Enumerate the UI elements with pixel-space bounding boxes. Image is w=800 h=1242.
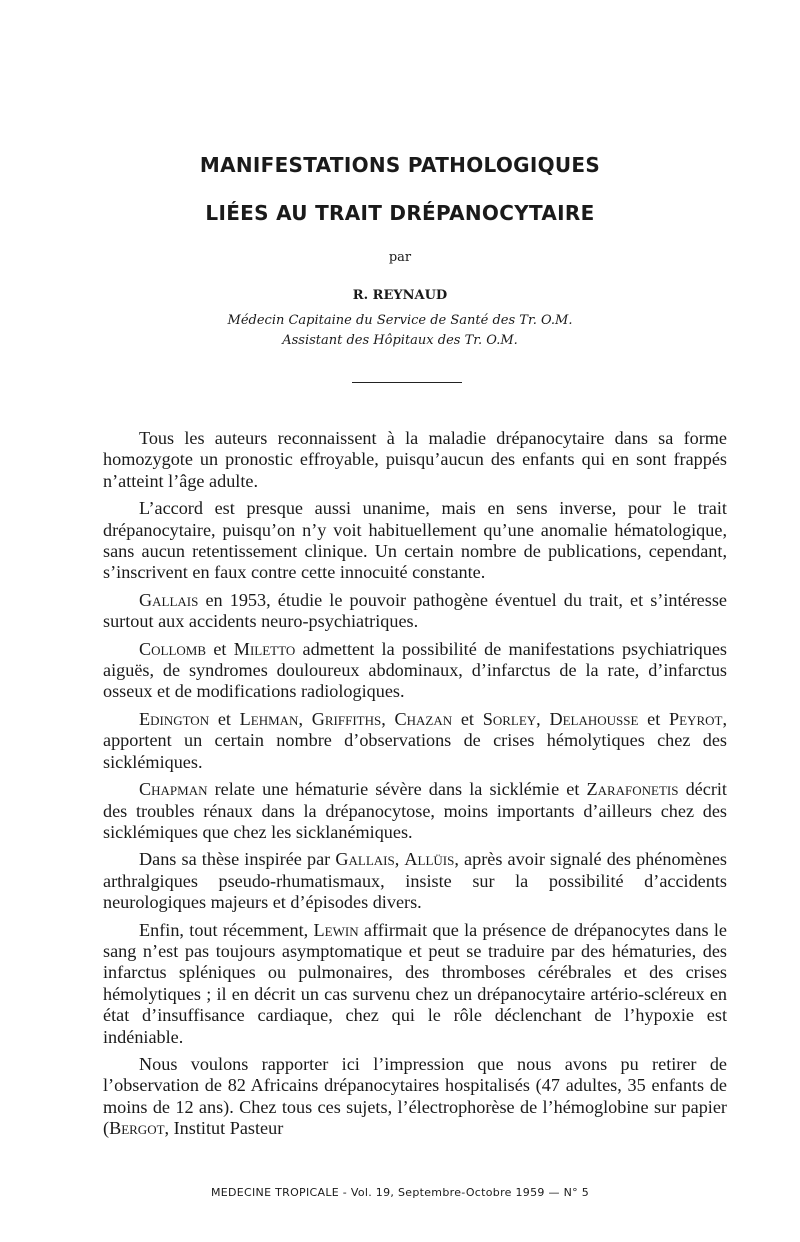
author-citation: Peyrot xyxy=(669,708,723,729)
paragraph-9: Nous voulons rapporter ici l’impression que nous avons pu retirer de l’observation de 82 Africains drépanocytaires hospitalisés (47 adultes, 35 enfants de moins de 12 ans). Chez tous ces sujets, l’électrophorèse de l’hémoglobine sur papier (Bergot, Institut Pasteur xyxy=(103,1053,727,1139)
author-citation: Collomb xyxy=(139,638,207,659)
paragraph-5: Edington et Lehman, Griffiths, Chazan et Sorley, Delahousse et Peyrot, apportent un certain nombre d’observations de crises hémolytiques chez des sicklémiques. xyxy=(103,708,727,772)
byline-par: par xyxy=(388,250,412,265)
author-citation: Bergot xyxy=(109,1118,165,1139)
article-title-line-1: MANIFESTATIONS PATHOLOGIQUES xyxy=(199,153,601,177)
paragraph-6: Chapman relate une hématurie sévère dans la sicklémie et Zarafonetis décrit des troubles rénaux dans la drépanocytose, moins importants d’ailleurs chez des sicklémiques que chez les sicklanémiques. xyxy=(103,779,727,842)
author-citation: Gallais xyxy=(139,589,199,610)
paragraph-2: L’accord est presque aussi unanime, mais en sens inverse, pour le trait drépanocytaire, puisqu’on n’y voit habituellement qu’une anomalie hématologique, sans aucun retentissement clinique. Un certain nombre de publications, cependant, s’inscrivent en faux contre cette innocuité constante. xyxy=(103,498,727,583)
author-name: R. REYNAUD xyxy=(352,288,448,303)
author-citation: Lewin xyxy=(313,919,359,940)
author-citation: Zarafonetis xyxy=(586,779,679,800)
author-citation: Sorley xyxy=(482,708,537,729)
section-divider xyxy=(352,382,462,383)
paragraph-3: Gallais en 1953, étudie le pouvoir pathogène éventuel du trait, et s’intéresse surtout aux accidents neuro-psychiatriques. xyxy=(103,589,727,632)
author-citation: Lehman xyxy=(239,708,299,729)
author-affiliation-2: Assistant des Hôpitaux des Tr. O.M. xyxy=(282,333,518,348)
author-citation: Edington xyxy=(139,708,210,729)
author-citation: Chazan xyxy=(394,708,453,729)
author-citation: Miletto xyxy=(233,638,296,659)
author-citation: Allüis xyxy=(404,849,455,870)
article-body xyxy=(103,428,727,1146)
author-affiliation-1: Médecin Capitaine du Service de Santé des Tr. O.M. xyxy=(227,313,573,328)
paragraph-8: Enfin, tout récemment, Lewin affirmait que la présence de drépanocytes dans le sang n’est pas toujours asymptomatique et peut se traduire par des hématuries, des infarctus spléniques ou pulmonaires, des thromboses cérébrales et des crises hémolytiques ; il en décrit un cas survenu chez un drépanocytaire artério-scléreux en état d’insuffisance cardiaque, chez qui le rôle déclenchant de l’hypoxie est indéniable. xyxy=(103,919,727,1047)
paragraph-1: Tous les auteurs reconnaissent à la maladie drépanocytaire dans sa forme homozygote un pronostic effroyable, puisqu’aucun des enfants qui en sont frappés n’atteint l’âge adulte. xyxy=(103,428,727,491)
paragraph-7: Dans sa thèse inspirée par Gallais, Allüis, après avoir signalé des phénomènes arthralgiques pseudo-rhumatismaux, insiste sur la possibilité d’accidents neurologiques majeurs et d’épisodes divers. xyxy=(103,849,727,913)
author-citation: Griffiths xyxy=(311,708,382,729)
journal-footer: MEDECINE TROPICALE - Vol. 19, Septembre-Octobre 1959 — N° 5 xyxy=(210,1186,590,1199)
paragraph-4: Collomb et Miletto admettent la possibilité de manifestations psychiatriques aiguës, de syndromes douloureux abdominaux, d’infarctus de la rate, d’infarctus osseux et de modifications radiologiques. xyxy=(103,638,727,702)
author-citation: Gallais xyxy=(335,849,395,870)
author-citation: Delahousse xyxy=(549,708,639,729)
article-title-line-2: LIÉES AU TRAIT DRÉPANOCYTAIRE xyxy=(205,201,595,225)
author-citation: Chapman xyxy=(139,779,208,800)
